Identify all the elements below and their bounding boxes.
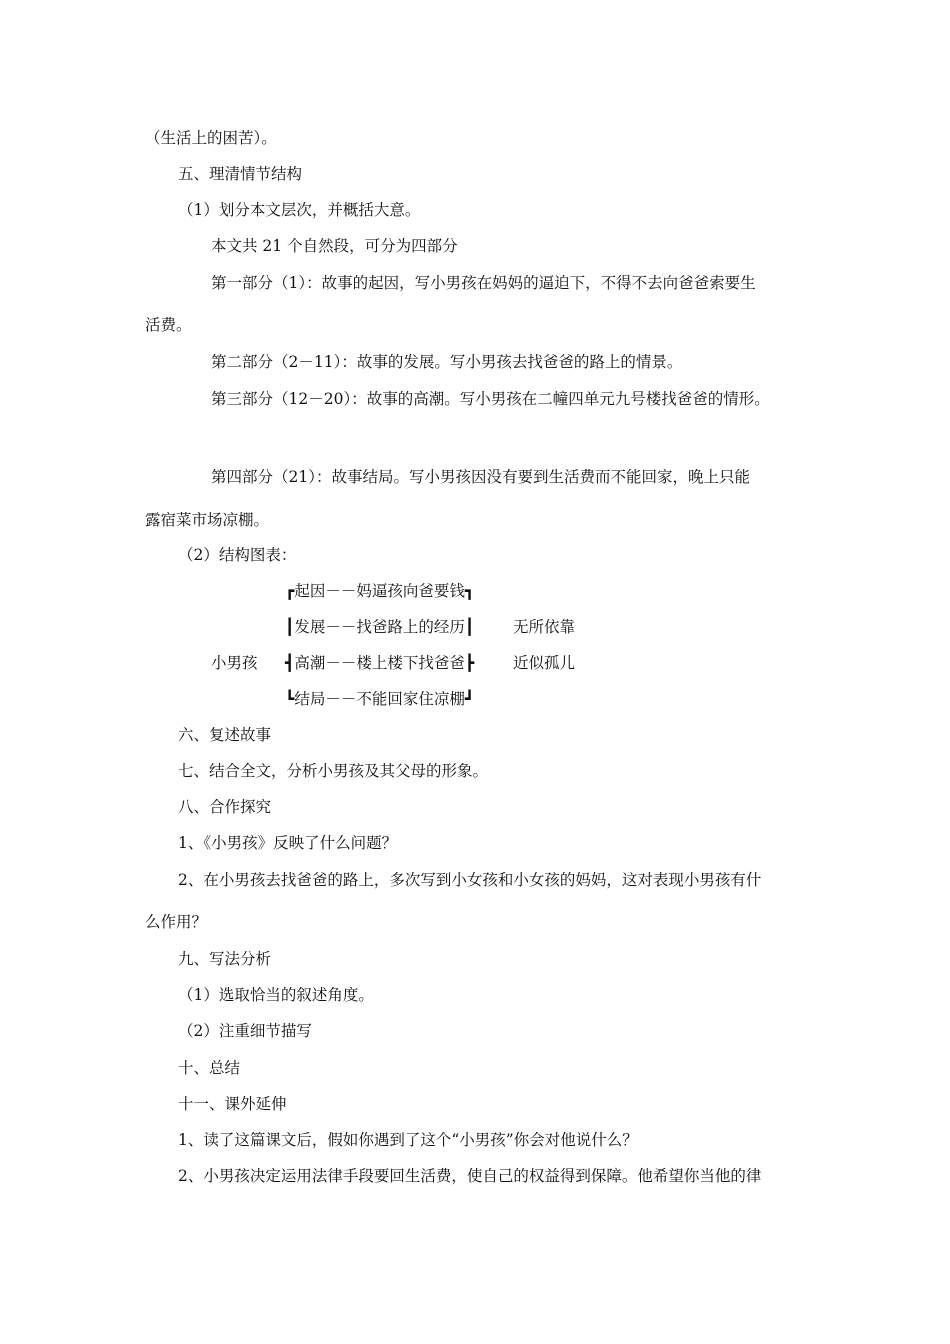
text-line: 第二部分（2－11）：故事的发展。写小男孩去找爸爸的路上的情景。 (211, 353, 683, 371)
text-line: 2、在小男孩去找爸爸的路上，多次写到小女孩和小女孩的妈妈，这对表现小男孩有什 (178, 871, 762, 889)
text-line: （生活上的困苦）。 (145, 129, 277, 147)
text-line: （1）划分本文层次，并概括大意。 (178, 201, 421, 219)
section-heading: 十、总结 (178, 1059, 241, 1077)
section-heading: 五、理清情节结构 (178, 165, 303, 183)
section-heading: 九、写法分析 (178, 950, 272, 968)
diagram-row: ┫高潮－－楼上楼下找爸爸┣ (285, 654, 475, 672)
diagram-row: ┏起因－－妈逼孩向爸要钱┓ (285, 582, 475, 600)
section-heading: 八、合作探究 (178, 798, 272, 816)
text-line: 露宿菜市场凉棚。 (145, 511, 270, 529)
text-line: 1、《小男孩》反映了什么问题？ (178, 834, 398, 852)
text-line: 第四部分（21）：故事结局。写小男孩因没有要到生活费而不能回家，晚上只能 (211, 468, 750, 486)
section-heading: 七、结合全文，分析小男孩及其父母的形象。 (178, 762, 489, 780)
text-line: （2）结构图表： (178, 546, 297, 564)
diagram-center-label: 小男孩 (211, 654, 258, 672)
section-heading: 六、复述故事 (178, 726, 272, 744)
diagram-right-label: 近似孤儿 (513, 654, 576, 672)
text-line: 第一部分（1）：故事的起因，写小男孩在妈妈的逼迫下，不得不去向爸爸索要生 (211, 274, 756, 292)
diagram-row: ┗结局－－不能回家住凉棚┛ (285, 690, 475, 708)
section-heading: 十一、课外延伸 (178, 1095, 287, 1113)
text-line: 1、读了这篇课文后，假如你遇到了这个“小男孩”你会对他说什么？ (178, 1131, 638, 1149)
text-line: （2）注重细节描写 (178, 1022, 312, 1040)
text-line: 第三部分（12－20）：故事的高潮。写小男孩在二幢四单元九号楼找爸爸的情形。 (211, 390, 770, 408)
text-line: 2、小男孩决定运用法律手段要回生活费，使自己的权益得到保障。他希望你当他的律 (178, 1167, 762, 1185)
text-line: 活费。 (145, 316, 192, 334)
text-line: （1）选取恰当的叙述角度。 (178, 986, 374, 1004)
text-line: 本文共 21 个自然段，可分为四部分 (211, 237, 458, 255)
diagram-right-label: 无所依靠 (513, 618, 576, 636)
diagram-row: ┃发展－－找爸路上的经历┃ (285, 618, 475, 636)
text-line: 么作用？ (145, 913, 208, 931)
